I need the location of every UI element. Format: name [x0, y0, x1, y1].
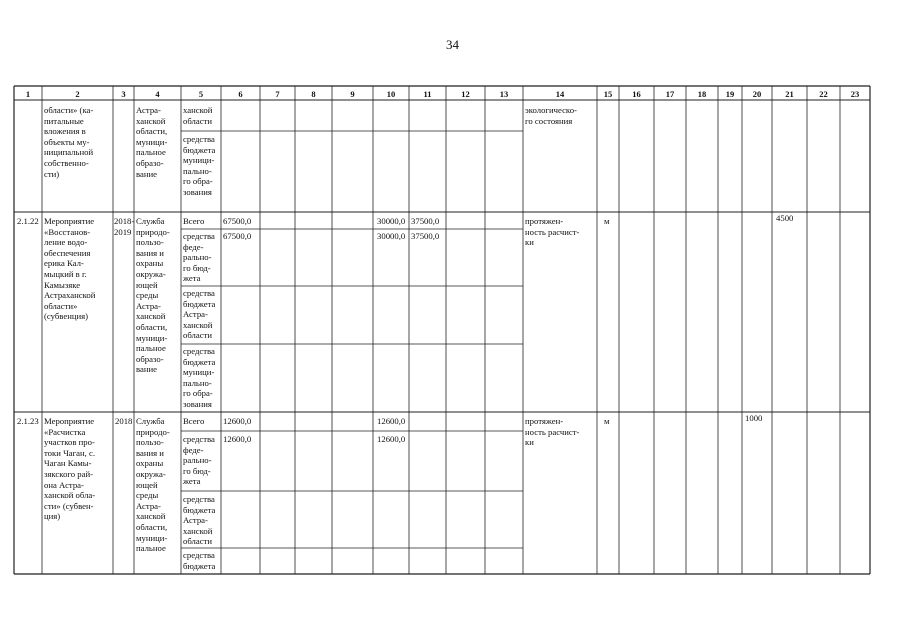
top-row-activity-name: области» (ка- питальные вложения в объекты му- ниципальной собственно- сти) [44, 105, 94, 179]
source-regional: средства бюджета Астра- ханской области [183, 494, 216, 547]
indicator-target-value: 4500 [776, 213, 794, 223]
header-col-18: 18 [697, 89, 707, 99]
indicator-name: протяжен- ность расчист- ки [525, 216, 580, 248]
source-total: Всего [183, 416, 205, 426]
activity-years: 2018 [115, 416, 133, 426]
total-amount-col11: 37500,0 [411, 216, 440, 226]
header-col-2: 2 [75, 89, 80, 99]
header-col-20: 20 [752, 89, 762, 99]
header-col-11: 11 [423, 89, 432, 99]
source-federal: средства феде- рально- го бюд- жета [183, 434, 215, 487]
source-total: Всего [183, 216, 205, 226]
federal-amount-col11: 37500,0 [411, 231, 440, 241]
total-amount-col6: 67500,0 [223, 216, 252, 226]
header-col-15: 15 [603, 89, 613, 99]
row-number: 2.1.23 [17, 416, 39, 426]
activity-executor: Служба природо- пользо- вания и охраны окружа- ющей среды Астра- ханской области, муници- пальное образо- вание [136, 216, 170, 375]
activity-executor: Служба природо- пользо- вания и охраны окружа- ющей среды Астра- ханской области, муници- пальное [136, 416, 170, 554]
federal-amount-col6: 67500,0 [223, 231, 252, 241]
header-col-22: 22 [819, 89, 828, 99]
federal-amount-col6: 12600,0 [223, 434, 252, 444]
header-col-21: 21 [785, 89, 794, 99]
header-col-8: 8 [311, 89, 316, 99]
source-municipal: средства бюджета муници- пально- го обра- зования [183, 346, 216, 409]
activity-name: Мероприятие «Расчистка участков про- токи Чаган, с. Чаган Камы- зякского рай- она Астра- ханской обла- сти» (субвен- ция) [44, 416, 96, 522]
activity-years: 2018- 2019 [114, 216, 135, 237]
header-col-10: 10 [386, 89, 396, 99]
source-municipal: средства бюджета [183, 550, 216, 571]
federal-amount-col10: 30000,0 [377, 231, 406, 241]
total-amount-col10: 30000,0 [377, 216, 406, 226]
indicator-name: протяжен- ность расчист- ки [525, 416, 580, 448]
page-number: 34 [446, 37, 459, 52]
header-col-23: 23 [850, 89, 860, 99]
header-col-5: 5 [198, 89, 204, 99]
indicator-unit: м [604, 416, 610, 426]
header-col-7: 7 [275, 89, 280, 99]
top-row-executor: Астра- ханской области, муници- пальное образо- вание [136, 105, 168, 179]
header-col-3: 3 [121, 89, 126, 99]
top-row-source-regional: ханской области [183, 105, 213, 126]
top-row-indicator: экологическо- го состояния [525, 105, 577, 126]
federal-amount-col10: 12600,0 [377, 434, 406, 444]
top-row-source-municipal: средства бюджета муници- пально- го обра- зования [183, 134, 216, 197]
header-col-16: 16 [632, 89, 641, 99]
indicator-unit: м [604, 216, 610, 226]
row-number: 2.1.22 [17, 216, 39, 226]
header-col-9: 9 [350, 89, 355, 99]
header-col-6: 6 [238, 89, 243, 99]
source-federal: средства феде- рально- го бюд- жета [183, 231, 215, 284]
header-col-12: 12 [461, 89, 470, 99]
total-amount-col6: 12600,0 [223, 416, 252, 426]
activity-name: Мероприятие «Восстанов- ление водо- обеспечения ерика Кал- мыцкий в г. Камызяке Астраханской области» (субвенция) [44, 216, 96, 322]
source-regional: средства бюджета Астра- ханской области [183, 288, 216, 341]
header-col-14: 14 [555, 89, 565, 99]
header-col-17: 17 [665, 89, 675, 99]
indicator-target-value: 1000 [745, 413, 763, 423]
header-col-19: 19 [725, 89, 735, 99]
header-col-13: 13 [499, 89, 509, 99]
total-amount-col10: 12600,0 [377, 416, 406, 426]
header-col-4: 4 [155, 89, 160, 99]
header-col-1: 1 [25, 89, 31, 99]
